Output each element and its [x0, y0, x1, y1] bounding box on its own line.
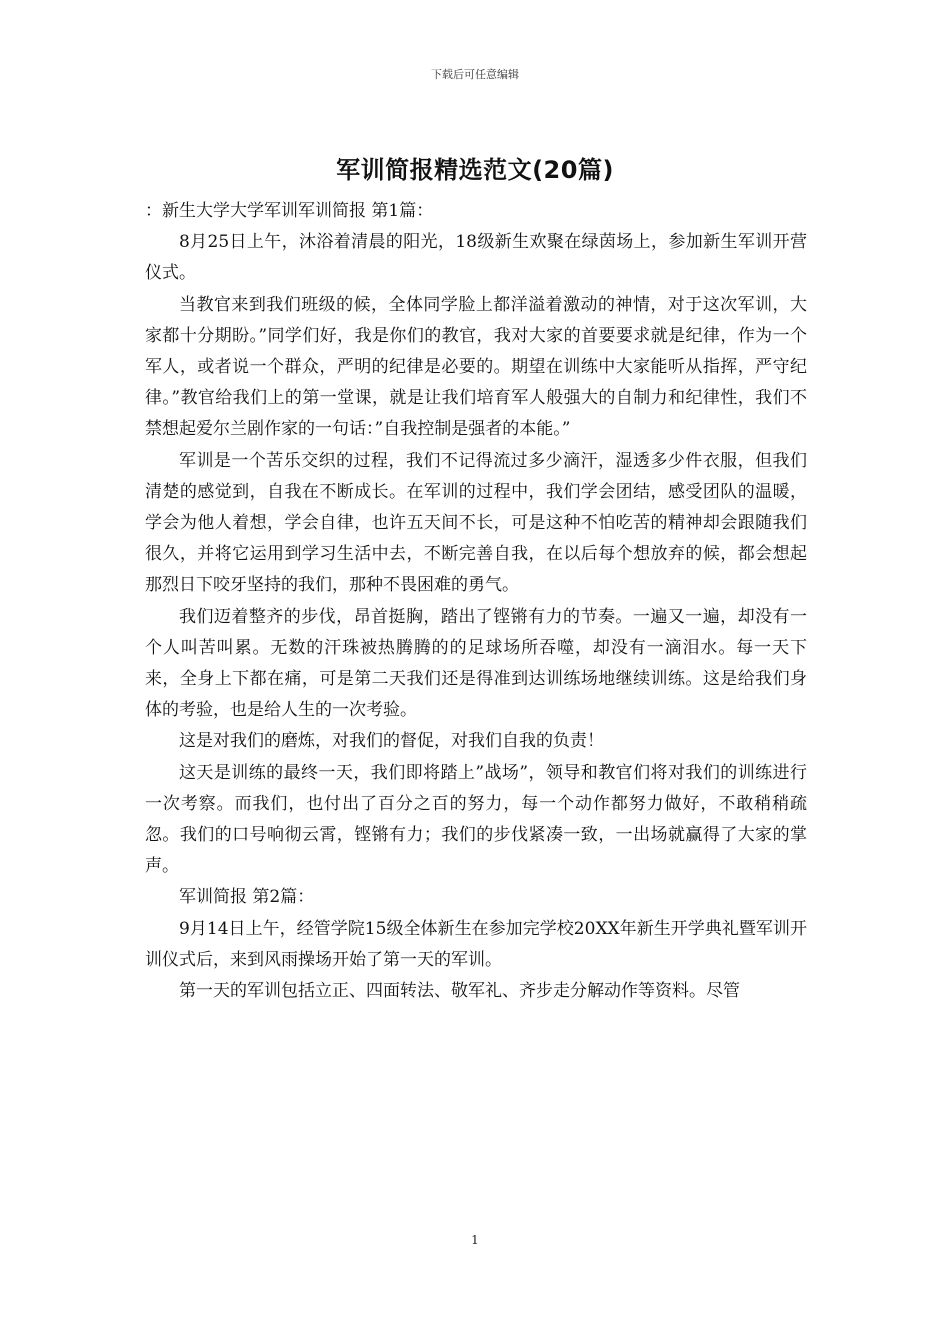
document-title: 军训简报精选范文(20篇) — [336, 156, 614, 184]
paragraph: 军训是一个苦乐交织的过程，我们不记得流过多少滴汗，湿透多少件衣服，但我们清楚的感觉到，自我在不断成长。在军训的过程中，我们学会团结，感受团队的温暖，学会为他人着想，学会自律，也许五天间不长，可是这种不怕吃苦的精神却会跟随我们很久，并将它运用到学习生活中去，不断完善自我，在以后每个想放弃的候，都会想起那烈日下咬牙坚持的我们，那种不畏困难的勇气。 — [145, 450, 807, 596]
page-number: 1 — [471, 1233, 479, 1247]
section-heading-2: 军训简报 第2篇： — [179, 887, 315, 908]
document-body — [145, 196, 807, 1007]
paragraph: 9月14日上午，经管学院15级全体新生在参加完学校20XX年新生开学典礼暨军训开训仪式后，来到风雨操场开始了第一天的军训。 — [145, 918, 807, 970]
paragraph: 我们迈着整齐的步伐，昂首挺胸，踏出了铿锵有力的节奏。一遍又一遍，却没有一个人叫苦叫累。无数的汗珠被热腾腾的的足球场所吞噬，却没有一滴泪水。每一天下来，全身上下都在痛，可是第二天我们还是得准到达训练场地继续训练。这是给我们身体的考验，也是给人生的一次考验。 — [145, 606, 807, 721]
page-header-note: 下载后可任意编辑 — [431, 68, 519, 81]
paragraph: 这是对我们的磨炼，对我们的督促，对我们自我的负责！ — [179, 731, 604, 752]
section-heading-1: ：新生大学大学军训军训简报 第1篇： — [145, 201, 434, 221]
paragraph: 当教官来到我们班级的候，全体同学脸上都洋溢着激动的神情，对于这次军训，大家都十分期盼。”同学们好，我是你们的教官，我对大家的首要要求就是纪律，作为一个军人，或者说一个群众，严明的纪律是必要的。期望在训练中大家能听从指挥，严守纪律。”教官给我们上的第一堂课，就是让我们培育军人般强大的自制力和纪律性，我们不禁想起爱尔兰剧作家的一句话：”自我控制是强者的本能。” — [145, 294, 807, 440]
paragraph: 第一天的军训包括立正、四面转法、敬军礼、齐步走分解动作等资料。尽管 — [179, 981, 740, 1002]
paragraph: 这天是训练的最终一天，我们即将踏上”战场”，领导和教官们将对我们的训练进行一次考察。而我们，也付出了百分之百的努力，每一个动作都努力做好，不敢稍稍疏忽。我们的口号响彻云霄，铿锵有力；我们的步伐紧凑一致，一出场就赢得了大家的掌声。 — [145, 762, 807, 877]
paragraph: 8月25日上午，沐浴着清晨的阳光，18级新生欢聚在绿茵场上，参加新生军训开营仪式。 — [145, 232, 807, 284]
